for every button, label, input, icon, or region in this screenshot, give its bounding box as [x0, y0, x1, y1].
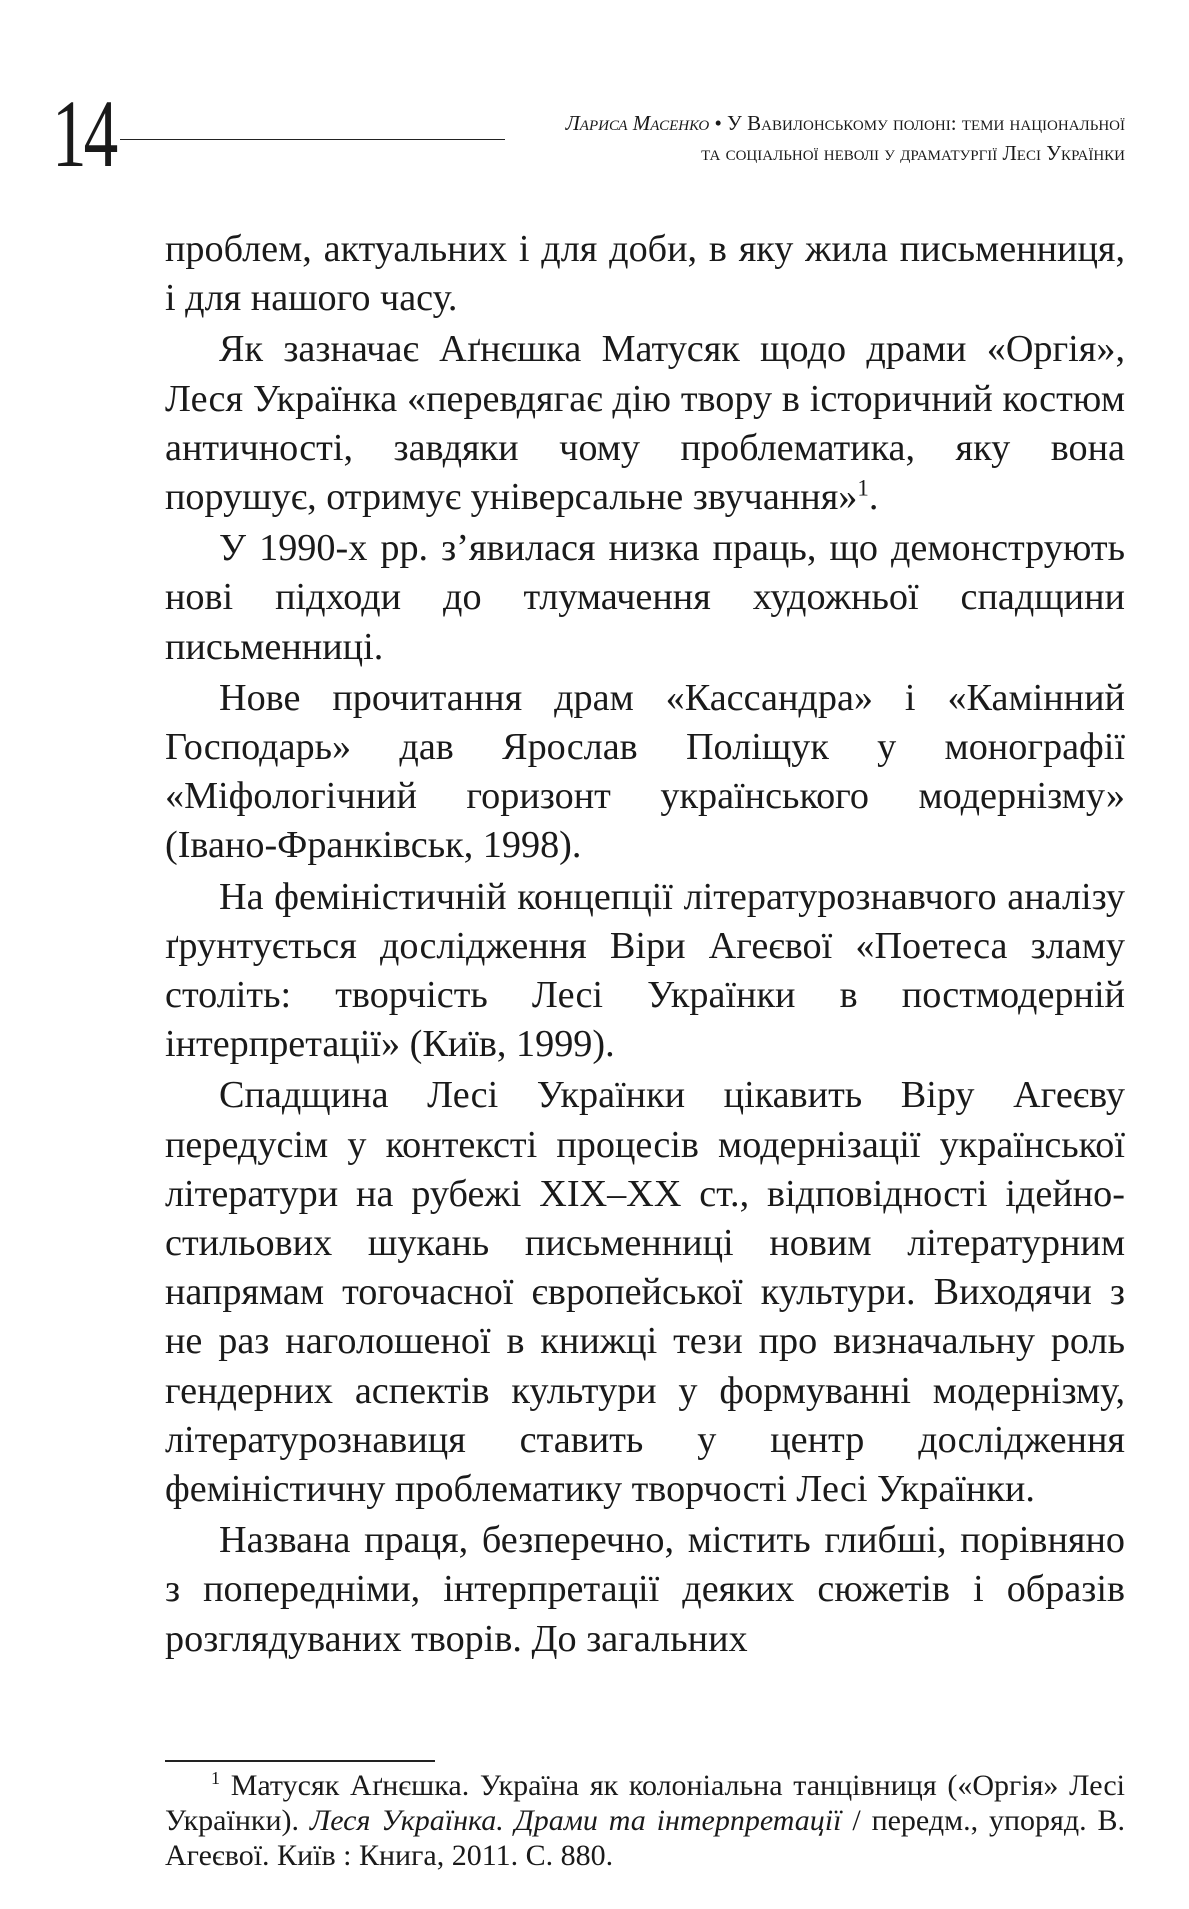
footnote-ref: 1	[857, 475, 869, 501]
page-number: 14	[52, 80, 116, 187]
paragraph-2-end: .	[868, 476, 879, 519]
paragraph-2	[165, 325, 1125, 522]
running-head-author: Лариса Масенко	[565, 111, 710, 135]
running-head-separator: •	[709, 111, 728, 135]
footnote-part3: / передм., упоряд. В. Агеєвої. Київ : Книга, 2011. С. 880.	[165, 1804, 1125, 1872]
footnote-text	[165, 1768, 1125, 1873]
paragraph-3: У 1990-х рр. з’явилася низка праць, що демонструють нові підходи до тлумачення художньої спадщини письменниці.	[165, 527, 1125, 668]
paragraph-1: проблем, актуальних і для доби, в яку жила письменниця, і для нашого часу.	[165, 228, 1125, 320]
footnote	[165, 1768, 1125, 1873]
footnote-marker: 1	[211, 1768, 220, 1788]
paragraph-4: Нове прочитання драм «Кассандра» і «Камінний Господарь» дав Ярослав Поліщук у монографії «Міфологічний горизонт українського модернізму» (Івано-Франківськ, 1998).	[165, 676, 1125, 867]
footnote-title-italic: Леся Українка. Драми та інтерпретації	[309, 1804, 842, 1837]
running-head-line1	[120, 108, 1125, 138]
body-text	[165, 225, 1125, 1664]
running-head-line2: та соціальної неволі у драматургії Лесі Українки	[701, 141, 1125, 165]
paragraph-2-text: Як зазначає Аґнєшка Матусяк щодо драми «Оргія», Леся Українка «перевдягає дію твору в історичний костюм античності, завдяки чому проблематика, яку вона порушує, отримує універсальне звучання»	[165, 328, 1125, 519]
paragraph-5: На феміністичній концепції літературознавчого аналізу ґрунтується дослідження Віри Агеєвої «Поетеса зламу століть: творчість Лесі Українки в постмодерній інтерпретації» (Київ, 1999).	[165, 875, 1125, 1066]
paragraph-7: Названа праця, безперечно, містить глибші, порівняно з попередніми, інтерпретації деяких сюжетів і образів розглядуваних творів. До загальних	[165, 1519, 1125, 1660]
header-rule	[120, 139, 505, 140]
footnote-part1: Матусяк Аґнєшка. Україна як колоніальна танцівниця («Оргія» Лесі Українки).	[165, 1769, 1125, 1837]
running-head-title: У Вавилонському полоні: теми національної	[727, 111, 1125, 135]
paragraph-6: Спадщина Лесі Українки цікавить Віру Агеєву передусім у контексті процесів модернізації української літератури на рубежі XIX–XX ст., відповідності ідейно-стильових шукань письменниці новим літературним напрямам тогочасної європейської культури. Виходячи з не раз наголошеної в книжці тези про визначальну роль гендерних аспектів культури у формуванні модернізму, літературознавиця ставить у центр дослідження феміністичну проблематику творчості Лесі Українки.	[165, 1074, 1125, 1511]
footnote-rule	[165, 1760, 435, 1762]
running-head	[120, 108, 1125, 168]
